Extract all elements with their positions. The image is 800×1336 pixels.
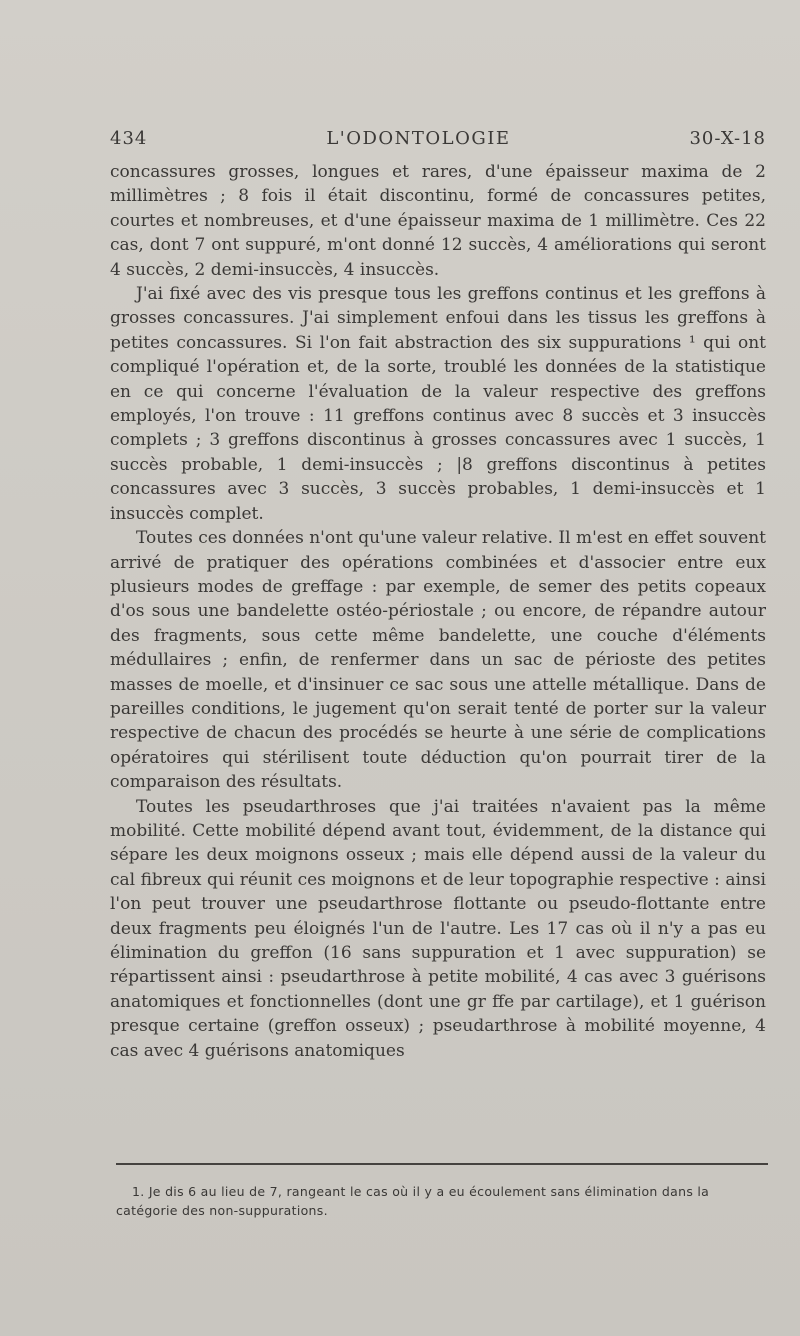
issue-date: 30-X-18 (689, 128, 766, 149)
footnote-text: Je dis 6 au lieu de 7, rangeant le cas où il y a eu écoulement sans élimination dans la catégorie des non-suppurations. (116, 1184, 710, 1218)
page-number: 434 (110, 128, 148, 149)
paragraph-3: Toutes ces données n'ont qu'une valeur relative. Il m'est en effet souvent arrivé de pratiquer des opérations combinées et d'associer entre eux plusieurs modes de greffage : par exemple, de semer des petits copeaux d'os sous une bandelette ostéo-périostale ; ou encore, de répandre autour des fragments, sous cette même bandelette, une couche d'éléments médullaires ; enfin, de renfermer dans un sac de périoste des petites masses de moelle, et d'insinuer ce sac sous une attelle métallique. Dans de pareilles conditions, le jugement qu'on serait tenté de porter sur la valeur respective de chacun des procédés se heurte à une série de complications opératoires qui stérilisent toute déduction qu'on pourrait tirer de la comparaison des résultats. (110, 528, 766, 793)
paragraph-4: Toutes les pseudarthroses que j'ai traitées n'avaient pas la même mobilité. Cette mobilité dépend avant tout, évidemment, de la distance qui sépare les deux moignons osseux ; mais elle dépend aussi de la valeur du cal fibreux qui réunit ces moignons et de leur topographie respective : ainsi l'on peut trouver une pseudarthrose flottante ou pseudo-flottante entre deux fragments peu éloignés l'un de l'autre. Les 17 cas où il n'y a pas eu élimination du greffon (16 sans suppuration et 1 avec suppuration) se répartissent ainsi : pseudarthrose à petite mobilité, 4 cas avec 3 guérisons anatomiques et fonctionnelles (dont une gr ffe par cartilage), et 1 guérison presque certaine (greffon osseux) ; pseudarthrose à mobilité moyenne, 4 cas avec 4 guérisons anatomiques (110, 796, 766, 1061)
body-text (110, 160, 766, 1063)
running-header (110, 128, 766, 149)
footnote (116, 1182, 768, 1220)
footnote-number: 1. (132, 1184, 145, 1199)
footnote-divider (116, 1163, 768, 1165)
paragraph-2: J'ai fixé avec des vis presque tous les greffons continus et les greffons à grosses concassures. J'ai simplement enfoui dans les tissus les greffons à petites concassures. Si l'on fait abstraction des six suppurations ¹ qui ont compliqué l'opération et, de la sorte, troublé les données de la statistique en ce qui concerne l'évaluation de la valeur respective des greffons employés, l'on trouve : 11 greffons continus avec 8 succès et 3 insuccès complets ; 3 greffons discontinus à grosses concassures avec 1 succès, 1 succès probable, 1 demi-insuccès ; |8 greffons discontinus à petites concassures avec 3 succès, 3 succès probables, 1 demi-insuccès et 1 insuccès complet. (110, 284, 766, 524)
running-title: L'ODONTOLOGIE (326, 128, 511, 149)
paragraph-1: concassures grosses, longues et rares, d'une épaisseur maxima de 2 millimètres ; 8 fois il était discontinu, formé de concassures petites, courtes et nombreuses, et d'une épaisseur maxima de 1 millimètre. Ces 22 cas, dont 7 ont suppuré, m'ont donné 12 succès, 4 améliorations qui seront 4 succès, 2 demi-insuccès, 4 insuccès. (110, 162, 766, 280)
